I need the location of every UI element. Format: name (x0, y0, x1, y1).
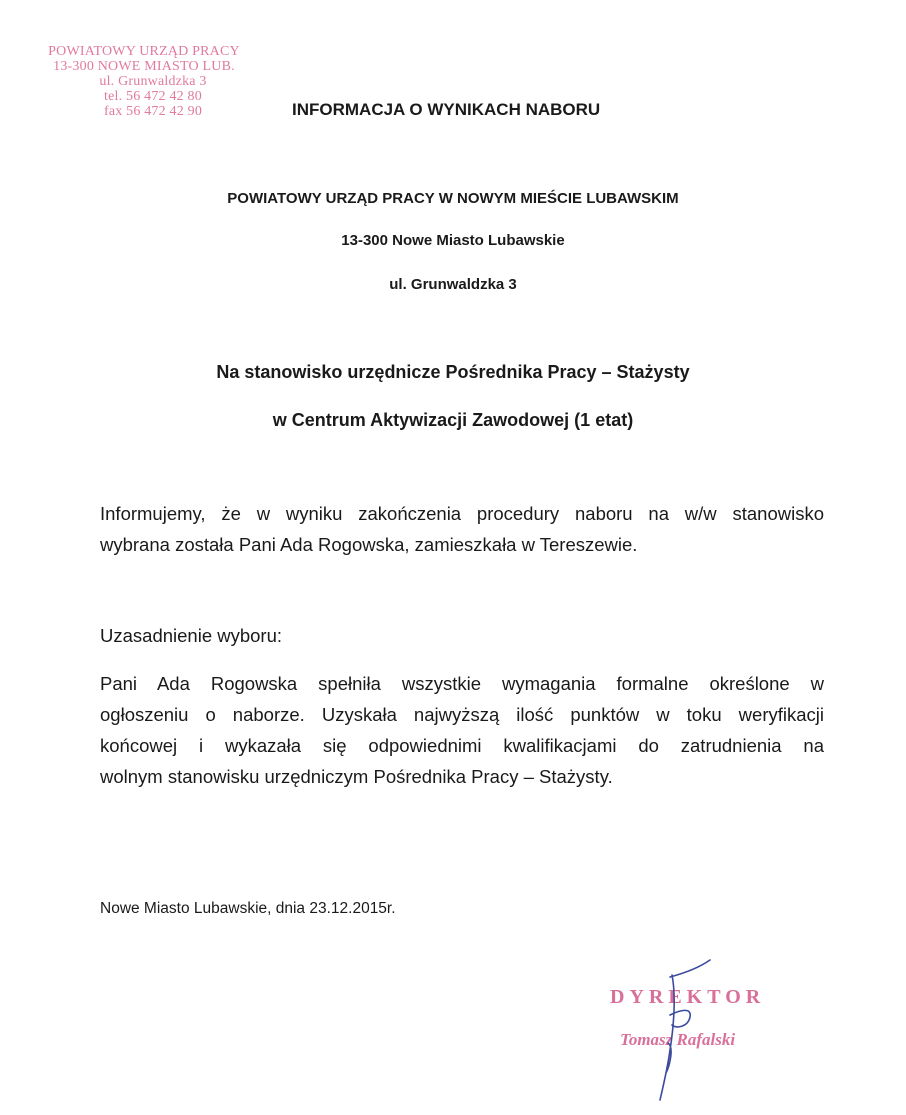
stamp-line-postcode: 13-300 NOWE MIASTO LUB. (53, 59, 235, 74)
reason-paragraph (100, 668, 824, 792)
position-title: Na stanowisko urzędnicze Pośrednika Pracy – Stażysty (216, 362, 690, 382)
signature-name-stamp: Tomasz Rafalski (620, 1030, 736, 1049)
signature-title-stamp: DYREKTOR (610, 986, 766, 1008)
reason-line: Pani Ada Rogowska spełniła wszystkie wymagania formalne określone w (100, 673, 824, 694)
reason-line: końcowej i wykazała się odpowiednimi kwalifikacjami do zatrudnienia na (100, 735, 824, 756)
position-department: w Centrum Aktywizacji Zawodowej (1 etat) (272, 410, 634, 430)
info-line: wybrana została Pani Ada Rogowska, zamieszkała w Tereszewie. (100, 534, 638, 555)
stamp-line-office: POWIATOWY URZĄD PRACY (48, 44, 240, 59)
stamp-line-fax: fax 56 472 42 90 (103, 104, 203, 119)
handwritten-signature (640, 955, 720, 1105)
office-city: 13-300 Nowe Miasto Lubawskie (341, 232, 565, 249)
reason-heading: Uzasadnienie wyboru: (100, 625, 283, 646)
info-paragraph (100, 498, 824, 560)
place-and-date: Nowe Miasto Lubawskie, dnia 23.12.2015r. (100, 900, 396, 917)
document-title: INFORMACJA O WYNIKACH NABORU (292, 100, 601, 119)
office-street: ul. Grunwaldzka 3 (389, 276, 517, 293)
office-stamp (24, 44, 264, 119)
stamp-line-phone: tel. 56 472 42 80 (104, 89, 202, 104)
reason-line: ogłoszeniu o naborze. Uzyskała najwyższą ilość punktów w toku weryfikacji (100, 704, 824, 725)
stamp-line-street: ul. Grunwaldzka 3 (99, 74, 207, 89)
reason-line: wolnym stanowisku urzędniczym Pośrednika Pracy – Stażysty. (100, 766, 613, 787)
info-line: Informujemy, że w wyniku zakończenia procedury naboru na w/w stanowisko (100, 503, 824, 524)
office-name: POWIATOWY URZĄD PRACY W NOWYM MIEŚCIE LUBAWSKIM (227, 190, 679, 207)
